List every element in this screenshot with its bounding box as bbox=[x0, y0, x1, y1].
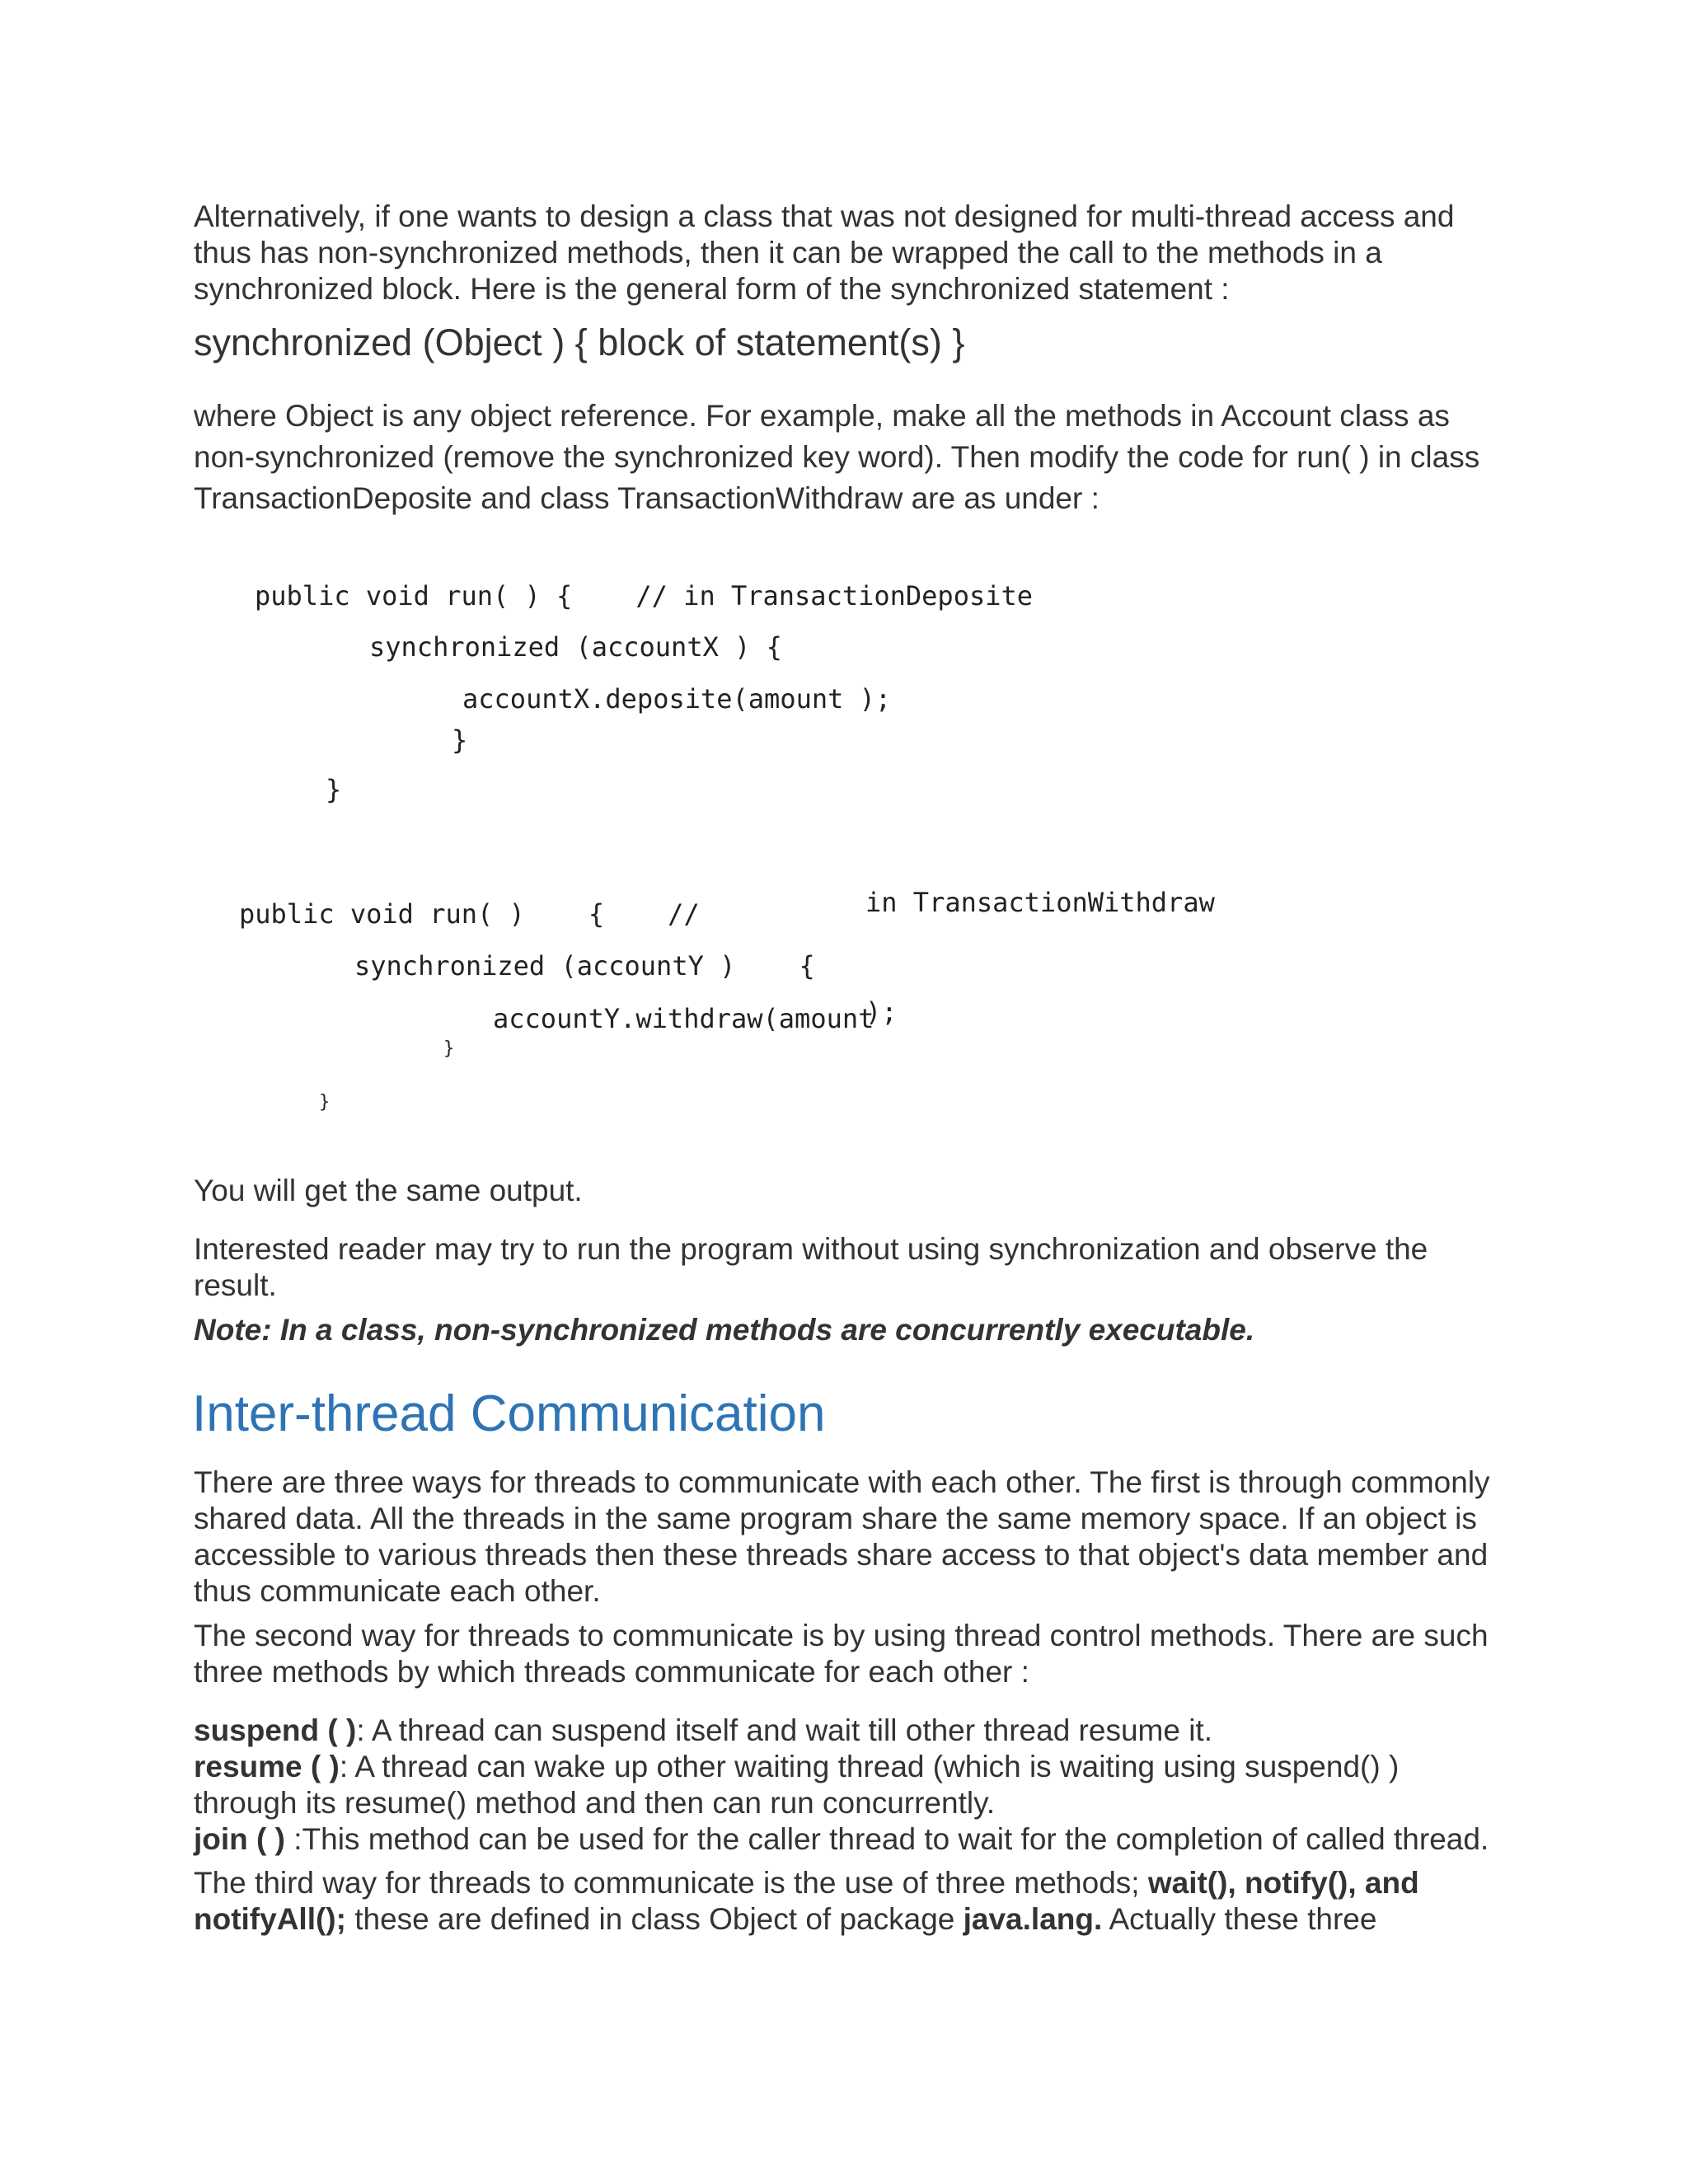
text-line bbox=[194, 1865, 1512, 1901]
bold-run: notifyAll(); bbox=[194, 1902, 346, 1936]
text-line bbox=[194, 1901, 1512, 1938]
text-line: through its resume() method and then can run concurrently. bbox=[194, 1786, 996, 1820]
text-line: three methods by which threads communicate for each other : bbox=[194, 1655, 1029, 1689]
code-comment: in TransactionWithdraw bbox=[865, 887, 1215, 918]
code-line-end: ); bbox=[865, 996, 898, 1028]
text-line: Interested reader may try to run the program without using synchronization and observe the bbox=[194, 1232, 1428, 1266]
code-line: } bbox=[443, 1038, 455, 1059]
text-line: thus communicate each other. bbox=[194, 1574, 601, 1608]
text-run: Actually these three bbox=[1102, 1902, 1377, 1936]
ways-paragraph bbox=[194, 1465, 1512, 1610]
same-output-text bbox=[194, 1173, 1512, 1209]
text-line: You will get the same output. bbox=[194, 1174, 583, 1207]
intro-paragraph bbox=[194, 199, 1512, 307]
method-description: : A thread can suspend itself and wait till other thread resume it. bbox=[356, 1713, 1212, 1747]
method-term: resume ( ) bbox=[194, 1750, 340, 1783]
methods-list bbox=[194, 1713, 1512, 1858]
method-resume bbox=[194, 1749, 1512, 1785]
text-line: non-synchronized (remove the synchronized key word). Then modify the code for run( ) in class bbox=[194, 440, 1480, 474]
text-line: thus has non-synchronized methods, then it can be wrapped the call to the methods in a bbox=[194, 236, 1382, 269]
code-line: public void run( ) { // in TransactionDeposite bbox=[255, 580, 1034, 612]
text-line: synchronized block. Here is the general form of the synchronized statement : bbox=[194, 272, 1230, 306]
synchronized-general-form: synchronized (Object ) { block of statement(s) } bbox=[194, 321, 965, 363]
text-line: The second way for threads to communicate is by using thread control methods. There are such bbox=[194, 1619, 1489, 1652]
text-line: TransactionDeposite and class TransactionWithdraw are as under : bbox=[194, 481, 1100, 515]
method-join bbox=[194, 1821, 1512, 1858]
section-heading: Inter-thread Communication bbox=[192, 1385, 826, 1442]
note-text: Note: In a class, non-synchronized methods are concurrently executable. bbox=[194, 1313, 1255, 1347]
method-description: : A thread can wake up other waiting thread (which is waiting using suspend() ) bbox=[339, 1750, 1400, 1783]
code-line: } bbox=[326, 774, 342, 805]
text-line: where Object is any object reference. For example, make all the methods in Account class as bbox=[194, 399, 1450, 433]
where-paragraph bbox=[194, 396, 1512, 519]
bold-run: wait(), notify(), and bbox=[1147, 1866, 1419, 1900]
code-line: synchronized (accountY ) { bbox=[354, 950, 815, 982]
text-line: There are three ways for threads to communicate with each other. The first is through commonly bbox=[194, 1465, 1490, 1499]
text-run: The third way for threads to communicate is the use of three methods; bbox=[194, 1866, 1148, 1900]
text-line: result. bbox=[194, 1268, 277, 1302]
method-description: :This method can be used for the caller thread to wait for the completion of called thread. bbox=[284, 1822, 1489, 1856]
code-line: accountX.deposite(amount ); bbox=[462, 683, 892, 715]
method-suspend bbox=[194, 1713, 1512, 1749]
third-way-paragraph bbox=[194, 1865, 1512, 1938]
method-term: suspend ( ) bbox=[194, 1713, 357, 1747]
text-line: shared data. All the threads in the same program share the same memory space. If an object is bbox=[194, 1502, 1477, 1535]
text-run: these are defined in class Object of package bbox=[345, 1902, 964, 1936]
text-line: Alternatively, if one wants to design a class that was not designed for multi-thread access and bbox=[194, 199, 1455, 233]
second-way-paragraph bbox=[194, 1618, 1512, 1690]
bold-run: java.lang. bbox=[963, 1902, 1103, 1936]
method-term: join ( ) bbox=[194, 1822, 285, 1856]
code-line: public void run( ) { // bbox=[239, 898, 700, 930]
interested-paragraph bbox=[194, 1231, 1512, 1304]
text-line: accessible to various threads then these threads share access to that object's data member and bbox=[194, 1538, 1489, 1572]
code-line: synchronized (accountX ) { bbox=[369, 631, 782, 663]
code-line: } bbox=[319, 1092, 331, 1113]
code-line: } bbox=[452, 724, 468, 756]
code-line: accountY.withdraw(amount bbox=[493, 1003, 874, 1034]
